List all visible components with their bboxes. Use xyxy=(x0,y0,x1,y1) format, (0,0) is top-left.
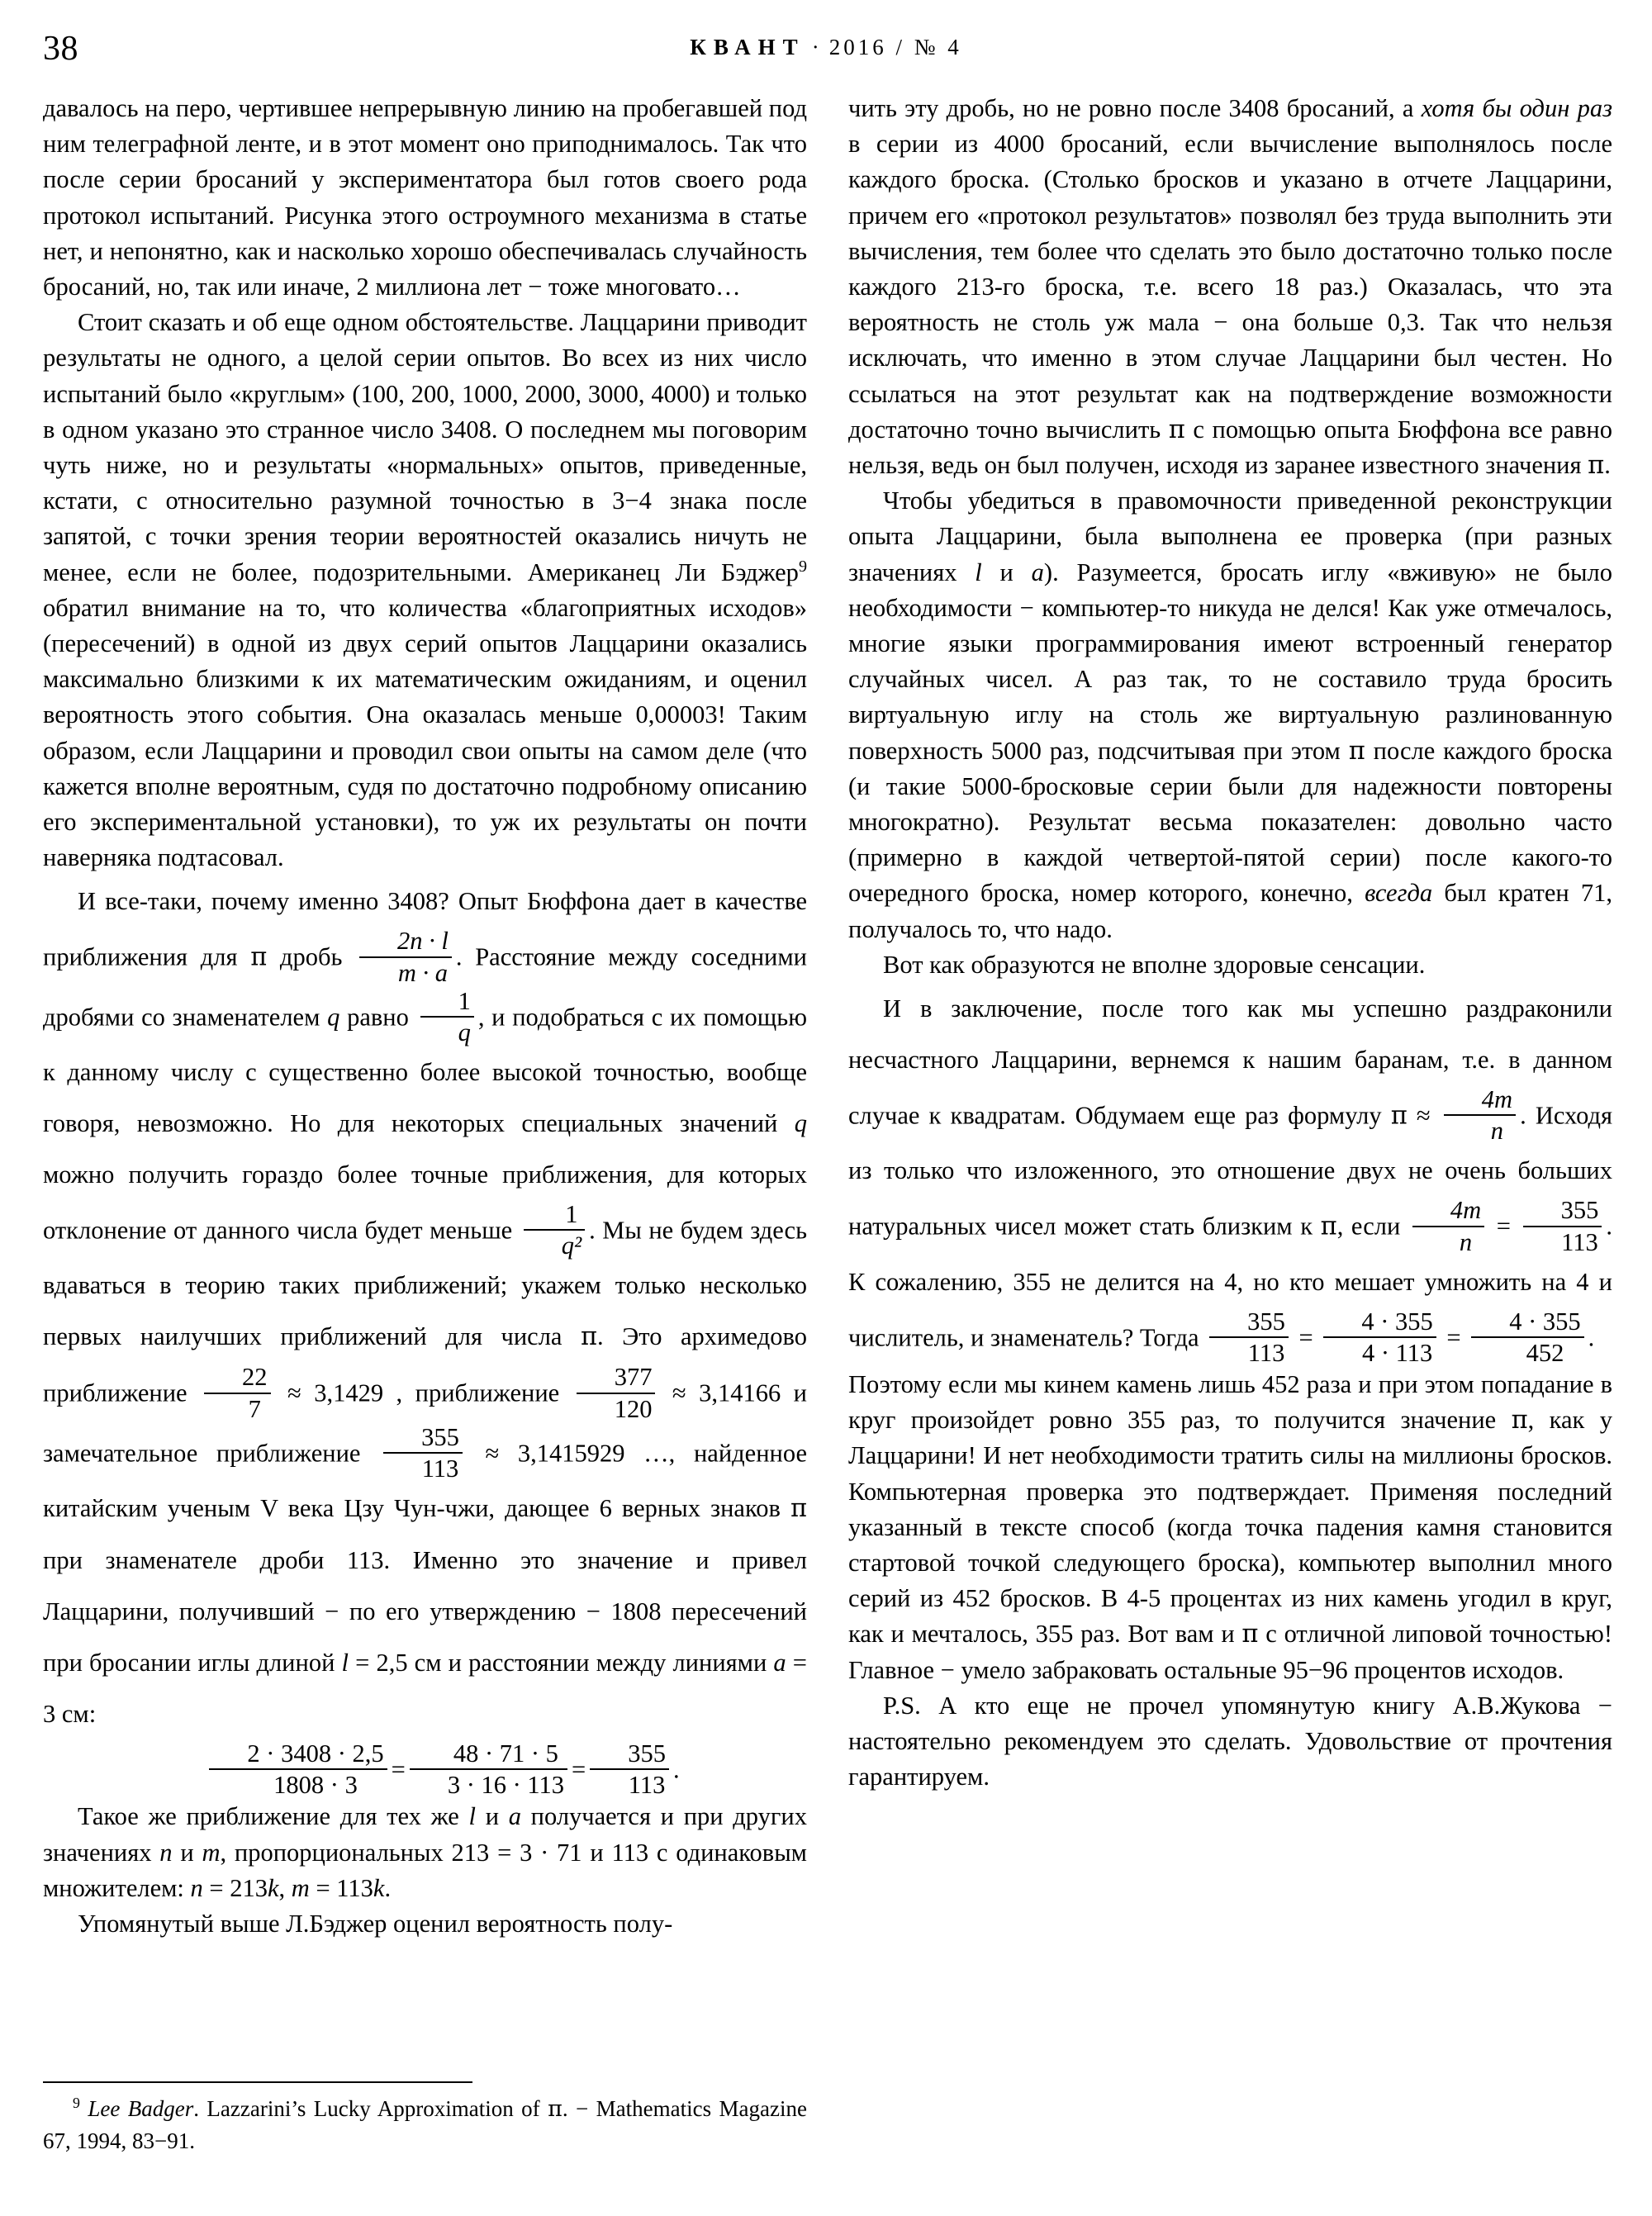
r1-seg1: чить эту дробь, но не ровно после 3408 бросаний, а xyxy=(848,94,1422,122)
fraction-numerator: 1 xyxy=(524,1200,585,1231)
left-column xyxy=(43,91,807,2049)
pi-symbol: π xyxy=(1348,736,1365,766)
para2-text-b: обратил внимание на то, что количества «благоприятных исходов» (пересечений) в одной из двух серий опытов Лаццарини оказались максимально близкими к их математическим ожиданиям, и оценил вероятность этого события. Она оказалась меньше 0,00003! Таким образом, если Лаццарини и проводил свои опыты на самом деле (что кажется вполне вероятным, судя по достаточно подробному описанию его экспериментальной установки), то уж их результаты он почти наверняка подтасовал. xyxy=(43,593,807,872)
fraction-denominator: n xyxy=(1490,1117,1504,1146)
fraction-denominator: q xyxy=(458,1018,471,1046)
right-column xyxy=(848,91,1612,1795)
variable-a: a xyxy=(773,1649,786,1677)
running-head xyxy=(43,26,1609,76)
footnote-text-a: . Lazzarini’s Lucky Approximation of xyxy=(193,2096,548,2121)
pi-symbol: π xyxy=(1320,1212,1337,1241)
p3-seg14: = 3 см: xyxy=(43,1649,807,1729)
equation-period: . xyxy=(672,1755,680,1784)
pa-seg5: , пропорциональных 213 = 3 · 71 и 113 с одинаковым множителем: xyxy=(43,1838,807,1902)
p3-seg6: можно получить гораздо более точные приближения, для которых отклонение от данного числа будет меньше xyxy=(43,1160,807,1245)
emphasis-always: всегда xyxy=(1365,879,1433,908)
pa-seg9: . xyxy=(384,1873,392,1902)
paragraph-computer-verification xyxy=(848,483,1612,947)
p3-seg4: равно xyxy=(339,1003,416,1032)
footnote-number: 9 xyxy=(73,2095,80,2111)
r5-seg2: , как у Лаццарини! И нет необходимости тратить силы на миллионы бросков. Компьютерная проверка это подтверждает. Применяя последний указанный в тексте способ (когда точка падения камня становится стартовой точкой следующего броска), компьютер выполнил много серий из 452 бросков. В 4-5 процентах из них камень угодил в круг, как и мечталось, 355 раз. Вот вам и xyxy=(848,1406,1612,1649)
r4-seg2: . Исходя из только что изложенного, это отношение двух не очень больших натуральных чисел может стать близким к xyxy=(848,1101,1612,1241)
p3-seg11: ≈ 3,1415929 …, найденное китайским ученым V века Цзу Чун-чжи, дающее 6 верных знаков xyxy=(43,1438,807,1523)
variable-q: q xyxy=(327,1003,340,1032)
variable-k2: k xyxy=(373,1873,385,1902)
paragraph-continuation: давалось на перо, чертившее непрерывную линию на пробегавшей под ним телеграфной ленте, и в этот момент оно приподнималось. Так что после серии бросаний у экспериментатора был готов своего рода протокол испытаний. Рисунка этого остроумного механизма в статье нет, и непонятно, как и насколько хорошо обеспечивалась случайность бросаний, но, так или иначе, 2 миллиона лет − тоже многовато… xyxy=(43,94,807,301)
paragraph-452-throws xyxy=(848,1367,1612,1688)
pi-symbol: π xyxy=(548,2096,563,2122)
pi-symbol: π xyxy=(790,1494,807,1524)
fraction-numerator: 4m xyxy=(1412,1196,1484,1227)
fraction-numerator: 4m xyxy=(1444,1085,1516,1116)
fraction-denominator: 1808 · 3 xyxy=(273,1771,358,1800)
r1-seg4: . xyxy=(1604,451,1611,480)
equals-sign-1: = xyxy=(1488,1212,1519,1241)
pi-symbol: π xyxy=(1390,1101,1408,1131)
display-equation-355-113 xyxy=(43,1739,807,1799)
fraction-2nl-ma xyxy=(359,927,452,986)
r4-seg1: И в заключение, после того как мы успешно раздраконили несчастного Лаццарини, вернемся к нашим баранам, т.е. в данном случае к квадратам. Обдумаем еще раз формулу xyxy=(848,994,1612,1130)
paragraph-formula-4m-n xyxy=(848,983,1612,1367)
fraction-numerator: 377 xyxy=(577,1363,656,1393)
variable-n2: n xyxy=(190,1873,203,1902)
journal-title-line xyxy=(43,36,1609,59)
fraction-denominator: 3 · 16 · 113 xyxy=(447,1771,564,1800)
variable-l: l xyxy=(468,1802,476,1831)
equals-sign-2: = xyxy=(572,1755,586,1784)
fraction-denominator: q² xyxy=(561,1231,582,1260)
page-number: 38 xyxy=(43,30,78,68)
fraction-numerator: 4 · 355 xyxy=(1471,1307,1583,1338)
fraction-numerator: 355 xyxy=(383,1423,463,1454)
p3-seg7: . Мы не будем здесь вдаваться в теорию таких приближений; укажем только несколько первых наилучших приближений для числа xyxy=(43,1216,807,1351)
fraction-355-113-a xyxy=(1523,1196,1602,1255)
pi-symbol: π xyxy=(1241,1620,1259,1649)
fraction-numerator: 2 · 3408 · 2,5 xyxy=(209,1739,387,1770)
r1-seg2: в серии из 4000 бросаний, если вычисление выполнялось после каждого броска. (Столько бросков и указано в отчете Лаццарини, причем его «протокол результатов» позволял без труда выполнить эти вычисления, тем более что сделать это было достаточно только после каждого 213-го броска, т.е. всего 18 раз.) Оказалась, что эта вероятность не столь уж мала − она больше 0,3. Так что нельзя исключать, что именно в этом случае Лаццарини был честен. Но ссылаться на этот результат как на подтверждение возможности достаточно точно вычислить xyxy=(848,130,1612,444)
fraction-numerator: 1 xyxy=(420,987,474,1018)
fraction-numerator: 4 · 355 xyxy=(1323,1307,1436,1338)
pi-symbol: π xyxy=(1588,451,1605,481)
pa-seg1: Такое же приближение для тех же xyxy=(78,1802,469,1831)
p3-seg3: . Расстояние между соседними дробями со знаменателем xyxy=(43,942,807,1032)
variable-a: a xyxy=(1031,558,1044,586)
paragraph-lazzarini-series xyxy=(43,305,807,875)
equation-fraction-2 xyxy=(410,1739,567,1799)
fraction-numerator: 355 xyxy=(1523,1196,1602,1227)
fraction-numerator: 22 xyxy=(204,1363,271,1393)
p3-seg2: дробь xyxy=(267,942,356,971)
fraction-22-7 xyxy=(204,1363,271,1422)
r1-seg3: с помощью опыта Бюффона все равно нельзя, ведь он был получен, исходя из заранее известного значения xyxy=(848,415,1612,480)
variable-l: l xyxy=(975,558,982,586)
fraction-4m-n-2 xyxy=(1412,1196,1484,1255)
journal-separator: · xyxy=(811,35,823,59)
footnote-area xyxy=(43,2081,807,2157)
p3-seg9: ≈ 3,1429 , приближение xyxy=(274,1378,572,1407)
p3-seg1: И все-таки, почему именно 3408? Опыт Бюффона дает в качестве приближения для xyxy=(43,887,807,971)
r5-seg1: Поэтому если мы кинем камень лишь 452 раза и при этом попадание в круг произойдет ровно 355 раз, то получится значение xyxy=(848,1370,1612,1435)
p3-seg10: ≈ 3,14166 и замечательное приближение xyxy=(43,1378,808,1467)
fraction-4m-n xyxy=(1444,1085,1516,1145)
fraction-377-120 xyxy=(577,1363,656,1422)
journal-issue: 2016 / № 4 xyxy=(828,35,962,59)
variable-m: m xyxy=(202,1838,221,1867)
r2-seg2: и xyxy=(981,558,1032,586)
paragraph-sensations: Вот как образуются не вполне здоровые сенсации. xyxy=(883,950,1426,979)
footnote-separator-rule xyxy=(43,2081,472,2083)
variable-l: l xyxy=(341,1649,349,1677)
equals-sign-2: = xyxy=(1292,1322,1320,1351)
fraction-denominator: n xyxy=(1459,1227,1473,1256)
footnote-author: Lee Badger xyxy=(88,2096,194,2121)
footnote-entry xyxy=(43,2093,807,2157)
two-column-body xyxy=(43,91,1612,2049)
journal-name: КВАНТ xyxy=(690,35,805,59)
r4-seg4: . К сожалению, 355 не делится на 4, но кто мешает умножить на 4 и числитель, и знаменатель? Тогда xyxy=(848,1212,1612,1351)
fraction-denominator: 120 xyxy=(614,1394,653,1423)
paragraph-why-3408 xyxy=(43,875,807,1739)
footnote-text-b: . − Mathematics Magazine 67, 1994, 83−91. xyxy=(43,2096,807,2153)
approx-sign-1: ≈ xyxy=(1407,1101,1440,1130)
fraction-numerator: 355 xyxy=(590,1739,669,1770)
footnote-marker: 9 xyxy=(798,557,807,576)
fraction-355-113-b xyxy=(1209,1307,1289,1367)
fraction-denominator: 4 · 113 xyxy=(1361,1338,1433,1367)
fraction-denominator: 113 xyxy=(1247,1338,1285,1367)
pa-seg3: получается и при других значениях xyxy=(43,1802,807,1867)
fraction-1-q xyxy=(420,987,474,1046)
fraction-denominator: 113 xyxy=(1561,1227,1598,1256)
equation-fraction-3 xyxy=(590,1739,669,1799)
pi-symbol: π xyxy=(1168,415,1185,444)
fraction-4x355-4x113 xyxy=(1323,1307,1436,1367)
pi-symbol: π xyxy=(580,1322,598,1352)
r4-seg5: . xyxy=(1588,1322,1595,1351)
variable-n: n xyxy=(159,1838,173,1867)
fraction-numerator: 355 xyxy=(1209,1307,1289,1338)
r2-seg4: после каждого броска (и такие 5000-бросковые серии были для надежности повторены многократно). Результат весьма показателен: довольно часто (примерно в каждой четвертой-пятой серии) после какого-то очередного броска, номер которого, конечно, xyxy=(848,736,1613,908)
fraction-denominator: 113 xyxy=(421,1454,459,1483)
fraction-denominator: m · a xyxy=(397,958,449,987)
variable-a: a xyxy=(508,1802,521,1831)
variable-k: k xyxy=(268,1873,279,1902)
r5-seg3: с отличной липовой точностью! Главное − умело забраковать остальные 95−96 процентов исходов. xyxy=(848,1620,1612,1684)
paragraph-proportional-values xyxy=(43,1799,807,1906)
fraction-355-113 xyxy=(383,1423,463,1483)
fraction-numerator: 48 · 71 · 5 xyxy=(410,1739,567,1770)
equals-sign-1: = xyxy=(391,1755,406,1784)
variable-q2: q xyxy=(794,1109,807,1138)
pa-seg4: и xyxy=(172,1838,202,1867)
fraction-4x355-452 xyxy=(1471,1307,1583,1367)
variable-m2: m xyxy=(291,1873,310,1902)
paragraph-postscript: P.S. А кто еще не прочел упомянутую книгу А.В.Жукова − настоятельно рекомендуем это сделать. Удовольствие от прочтения гарантируем. xyxy=(848,1691,1612,1791)
r4-seg3: , если xyxy=(1336,1212,1408,1241)
pa-seg8: = 113 xyxy=(309,1873,373,1902)
fraction-1-q-squared xyxy=(524,1200,585,1260)
pi-symbol: π xyxy=(1511,1406,1528,1435)
r2-seg3: ). Разумеется, бросать иглу «вживую» не было необходимости − компьютер-то никуда не делся! Как уже отмечалось, многие языки программирования имеют встроенный генератор случайных чисел. А раз так, то не составило труда бросить виртуальную иглу на столь же виртуальную разлинованную поверхность 5000 раз, подсчитывая при этом xyxy=(848,558,1612,765)
p3-seg12: при знаменателе дроби 113. Именно это значение и привел Лаццарини, получивший − по его утверждению − 1808 пересечений при бросании иглы длиной xyxy=(43,1546,807,1677)
p3-seg5: , и подобраться с их помощью к данному числу с существенно более высокой точностью, вообще говоря, невозможно. Но для некоторых специальных значений xyxy=(43,1003,807,1138)
pa-seg2: и xyxy=(476,1802,509,1831)
equation-fraction-1 xyxy=(209,1739,387,1799)
fraction-denominator: 113 xyxy=(628,1771,666,1800)
fraction-denominator: 7 xyxy=(248,1394,261,1423)
paragraph-badger-probability: Упомянутый выше Л.Бэджер оценил вероятность полу- xyxy=(78,1909,673,1938)
pa-seg7: , xyxy=(278,1873,292,1902)
paragraph-fraction-probability xyxy=(848,91,1612,483)
fraction-numerator: 2n · l xyxy=(359,927,452,957)
pa-seg6: = 213 xyxy=(202,1873,268,1902)
r2-seg5: был кратен 71, получалось то, что надо. xyxy=(848,879,1612,943)
equals-sign-3: = xyxy=(1440,1322,1468,1351)
r2-seg1: Чтобы убедиться в правомочности приведенной реконструкции опыта Лаццарини, была выполнена ее проверка (при разных значениях xyxy=(848,486,1612,586)
p3-seg13: = 2,5 см и расстоянии между линиями xyxy=(349,1649,774,1677)
pi-symbol: π xyxy=(250,942,268,972)
p3-seg8: . Это архимедово приближение xyxy=(43,1322,807,1407)
fraction-denominator: 452 xyxy=(1526,1338,1564,1367)
emphasis-at-least-once: хотя бы один раз xyxy=(1421,94,1613,122)
para2-text-a: Стоит сказать и об еще одном обстоятельстве. Лаццарини приводит результаты не одного, а целой серии опытов. Во всех из них число испытаний было «круглым» (100, 200, 1000, 2000, 3000, 4000) и только в одном указано это странное число 3408. О последнем мы поговорим чуть ниже, но и результаты «нормальных» опытов, приведенные, кстати, с относительно разумной точностью в 3−4 знака после запятой, с точки зрения теории вероятностей оказались ничуть не менее, если не более, подозрительными. Американец Ли Бэджер xyxy=(43,308,807,586)
